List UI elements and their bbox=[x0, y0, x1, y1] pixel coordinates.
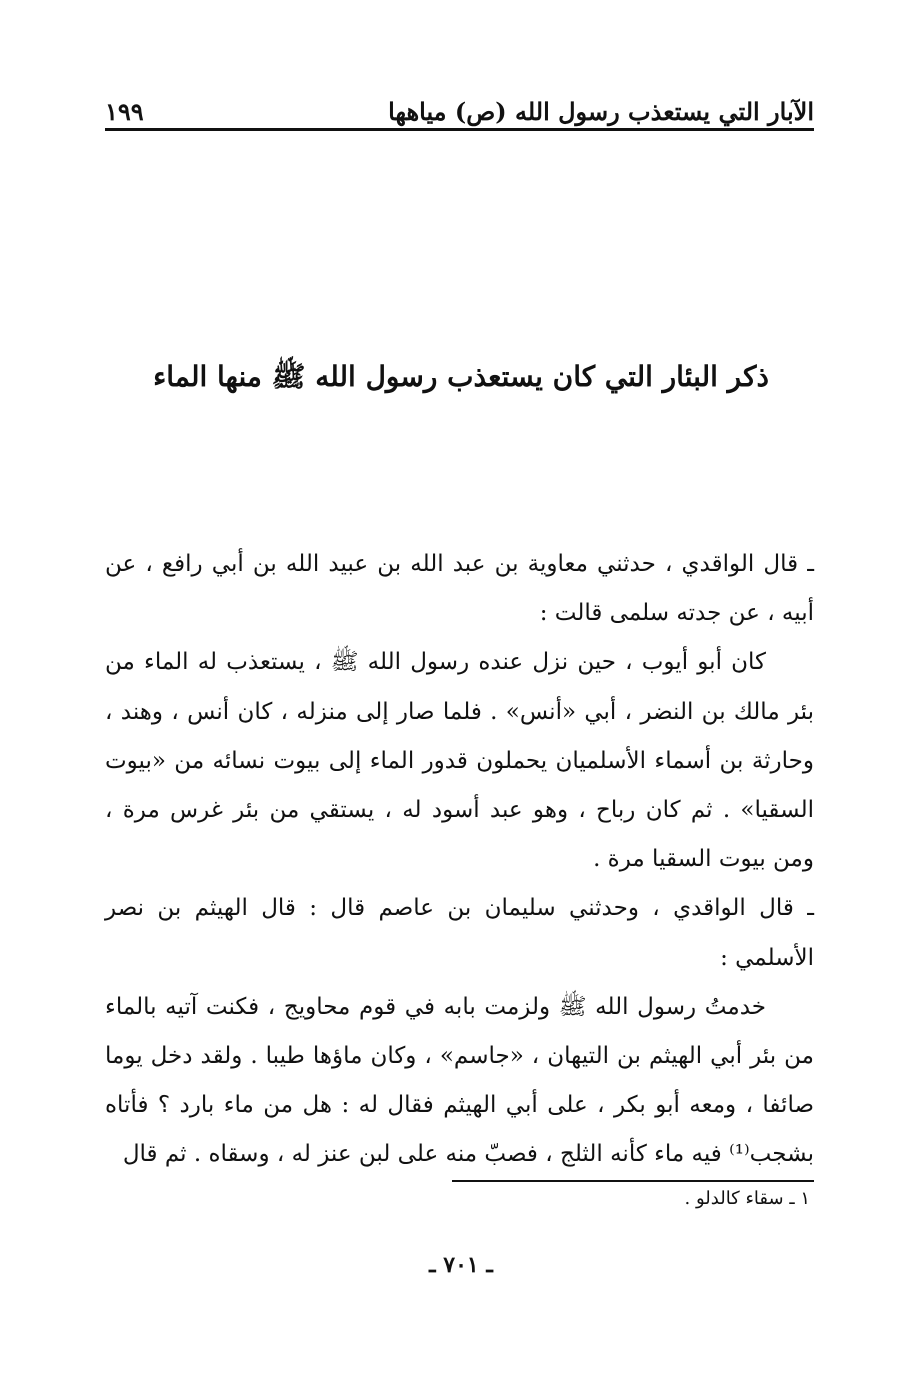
header-page-number: ١٩٩ bbox=[105, 97, 144, 126]
running-header bbox=[105, 86, 814, 126]
page-number: ـ ٧٠١ ـ bbox=[429, 1252, 493, 1278]
paragraph: ـ قال الواقدي ، وحدثني سليمان بن عاصم قال : قال الهيثم بن نصر الأسلمي : bbox=[105, 895, 814, 971]
header-rule bbox=[105, 128, 814, 131]
paragraph: خدمتُ رسول الله ﷺ ولزمت بابه في قوم محاويج ، فكنت آتيه بالماء من بئر أبي الهيثم بن التيهان ، «جاسم» ، وكان ماؤها طيبا . ولقد دخل يوما صائفا ، ومعه أبو بكر ، على أبي الهيثم فقال له : هل من ماء بارد ؟ فأتاه بشجب⁽¹⁾ فيه ماء كأنه الثلج ، فصبّ منه على لبن عنز له ، وسقاه . ثم قال bbox=[105, 993, 814, 1168]
paragraph: كان أبو أيوب ، حين نزل عنده رسول الله ﷺ ، يستعذب له الماء من بئر مالك بن النضر ، أبي «أنس» . فلما صار إلى منزله ، كان أنس ، وهند ، وحارثة بن أسماء الأسلميان يحملون قدور الماء إلى بيوت نسائه من «بيوت السقيا» . ثم كان رباح ، وهو عبد أسود له ، يستقي من بئر غرس مرة ، ومن بيوت السقيا مرة . bbox=[105, 649, 814, 873]
header-title: الآبار التي يستعذب رسول الله (ص) مياهها bbox=[388, 97, 814, 126]
body-text bbox=[105, 540, 814, 1180]
footnote-rule bbox=[452, 1180, 814, 1182]
footnote: ١ ـ سقاء كالدلو . bbox=[684, 1188, 810, 1209]
chapter-title: ذكر البئار التي كان يستعذب رسول الله ﷺ منها الماء bbox=[153, 360, 769, 393]
paragraph: ـ قال الواقدي ، حدثني معاوية بن عبد الله بن عبيد الله بن أبي رافع ، عن أبيه ، عن جدته سلمى قالت : bbox=[105, 551, 814, 627]
